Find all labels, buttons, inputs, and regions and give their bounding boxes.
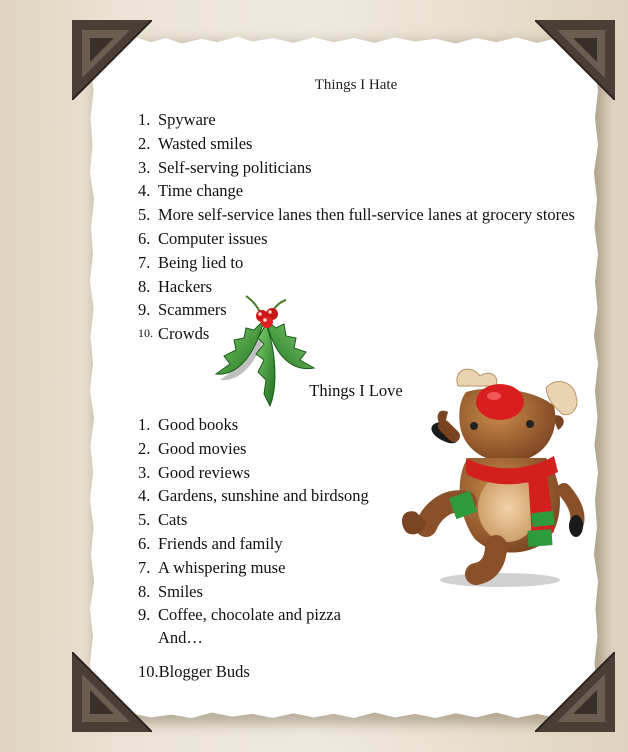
list-item: 4. Gardens, sunshine and birdsong: [138, 486, 369, 506]
list-item: 4. Time change: [138, 181, 244, 201]
photo-corner-icon: [72, 20, 152, 100]
and-text: And…: [158, 628, 203, 647]
list-item: 5. Cats: [138, 510, 188, 530]
list-item: 7. Being lied to: [138, 252, 244, 272]
list-item: 1. Good books: [138, 415, 239, 434]
list-item: 6. Computer issues: [138, 228, 268, 248]
hate-list: [138, 108, 578, 346]
list-item: 2. Good movies: [138, 438, 247, 458]
reindeer-plush-icon: [396, 362, 586, 590]
final-list-item: 10.Blogger Buds: [138, 662, 250, 681]
list-item: 3. Self-serving politicians: [138, 157, 312, 177]
photo-corner-icon: [535, 20, 615, 100]
list-item: 3. Good reviews: [138, 462, 251, 482]
list-item: 10. Crowds: [138, 324, 210, 344]
list-item: 1. Spyware: [138, 110, 216, 129]
list-item: 9. Scammers: [138, 300, 227, 320]
list-item: 5. More self-service lanes then full-service lanes at grocery stores: [138, 205, 575, 225]
photo-corner-icon: [535, 652, 615, 732]
list-item: 2. Wasted smiles: [138, 133, 253, 153]
hate-list-title: Things I Hate: [314, 77, 398, 93]
list-item: 9. Coffee, chocolate and pizza: [138, 605, 341, 625]
list-item: 7. A whispering muse: [138, 557, 286, 577]
love-list: [138, 413, 438, 627]
list-item: 8. Smiles: [138, 581, 203, 601]
list-item: 8. Hackers: [138, 276, 213, 296]
list-item: 6. Friends and family: [138, 533, 283, 553]
love-list-title: Things I Love: [309, 381, 403, 400]
